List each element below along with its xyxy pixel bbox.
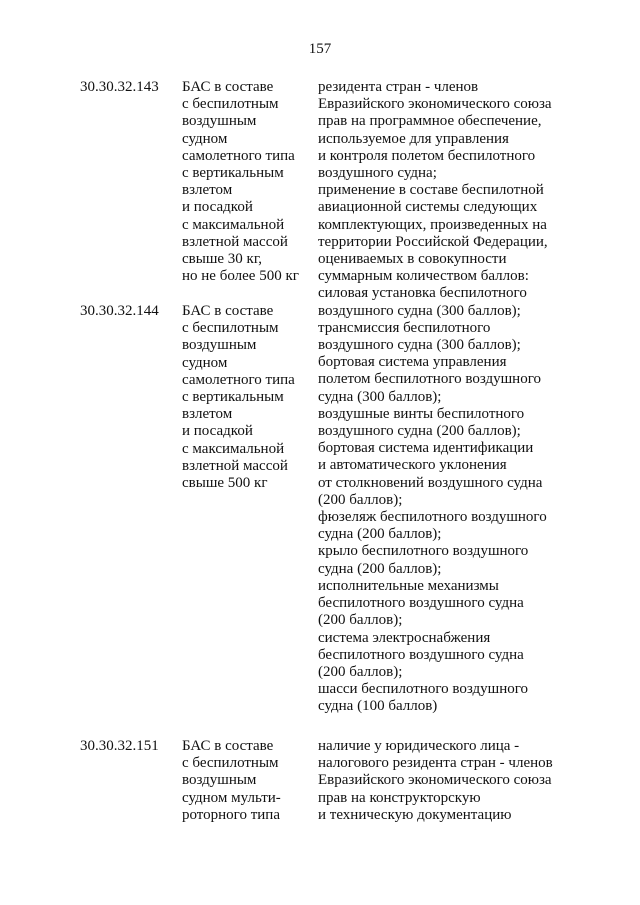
description-line: БАС в составе [182, 303, 274, 319]
description-line: с беспилотным [182, 755, 279, 772]
requirement-line: воздушные винты беспилотного [318, 405, 525, 422]
requirement-line: применение в составе беспилотной [318, 182, 544, 199]
description-line: и посадкой [182, 199, 253, 216]
requirement-line: фюзеляж беспилотного воздушного [318, 509, 547, 526]
requirements-text-151 [318, 738, 553, 824]
description-line: свыше 30 кг, [182, 251, 263, 268]
requirement-line: силовая установка беспилотного [318, 285, 527, 302]
requirement-line: суммарным количеством баллов: [318, 268, 529, 285]
description-line: взлетом [182, 182, 233, 199]
page-number: 157 [308, 41, 332, 57]
description-line: судном мульти- [182, 789, 281, 806]
requirement-line: прав на конструкторскую [318, 789, 481, 806]
requirement-line: налогового резидента стран - членов [318, 755, 553, 772]
description-line: и посадкой [182, 423, 253, 440]
okpd-code-144: 30.30.32.144 [80, 303, 159, 319]
okpd-code-143: 30.30.32.143 [80, 79, 159, 95]
okpd-code-151: 30.30.32.151 [80, 738, 159, 754]
requirements-text [318, 79, 552, 716]
requirement-line: полетом беспилотного воздушного [318, 371, 541, 388]
requirement-line: и контроля полетом беспилотного [318, 147, 536, 164]
requirement-line: воздушного судна (300 баллов); [318, 337, 521, 354]
requirement-line: судна (200 баллов); [318, 526, 442, 543]
description-line: роторного типа [182, 806, 280, 823]
requirement-line: оцениваемых в совокупности [318, 251, 507, 268]
description-line: с беспилотным [182, 96, 279, 113]
requirement-line: авиационной системы следующих [318, 199, 538, 216]
description-line: с беспилотным [182, 320, 279, 337]
requirement-line: воздушного судна (200 баллов); [318, 423, 521, 440]
requirement-line: судна (300 баллов); [318, 388, 442, 405]
requirement-line: воздушного судна; [318, 165, 437, 182]
description-line: БАС в составе [182, 79, 274, 95]
requirement-line: исполнительные механизмы [318, 577, 499, 594]
requirement-line: беспилотного воздушного судна [318, 646, 524, 663]
requirement-line: (200 баллов); [318, 491, 403, 508]
description-line: но не более 500 кг [182, 268, 299, 285]
requirement-line: судна (200 баллов); [318, 560, 442, 577]
description-line: с вертикальным [182, 389, 284, 406]
requirement-line: шасси беспилотного воздушного [318, 681, 528, 698]
description-line: самолетного типа [182, 147, 295, 164]
description-line: судном [182, 354, 228, 371]
description-line: судном [182, 130, 228, 147]
description-line: взлетом [182, 406, 233, 423]
requirement-line: наличие у юридического лица - [318, 738, 520, 754]
requirement-line: территории Российской Федерации, [318, 233, 548, 250]
requirement-line: бортовая система управления [318, 354, 507, 371]
product-description-144 [182, 303, 295, 492]
description-line: взлетной массой [182, 233, 288, 250]
requirement-line: воздушного судна (300 баллов); [318, 302, 521, 319]
requirement-line: используемое для управления [318, 130, 509, 147]
requirement-line: (200 баллов); [318, 612, 403, 629]
description-line: с вертикальным [182, 165, 284, 182]
description-line: с максимальной [182, 440, 285, 457]
description-line: свыше 500 кг [182, 475, 268, 492]
requirement-line: и техническую документацию [318, 806, 512, 823]
requirement-line: бортовая система идентификации [318, 440, 534, 457]
requirement-line: система электроснабжения [318, 629, 491, 646]
requirement-line: комплектующих, произведенных на [318, 216, 547, 233]
description-line: БАС в составе [182, 738, 274, 754]
description-line: с максимальной [182, 216, 285, 233]
requirement-line: трансмиссия беспилотного [318, 319, 491, 336]
requirement-line: беспилотного воздушного судна [318, 595, 524, 612]
requirement-line: и автоматического уклонения [318, 457, 507, 474]
requirement-line: от столкновений воздушного судна [318, 474, 543, 491]
requirement-line: резидента стран - членов [318, 79, 479, 95]
description-line: самолетного типа [182, 371, 295, 388]
description-line: воздушным [182, 113, 257, 130]
product-description-143 [182, 79, 299, 285]
requirement-line: судна (100 баллов) [318, 698, 438, 715]
product-description-151 [182, 738, 281, 824]
requirement-line: крыло беспилотного воздушного [318, 543, 529, 560]
requirement-line: Евразийского экономического союза [318, 96, 552, 113]
requirement-line: прав на программное обеспечение, [318, 113, 542, 130]
description-line: взлетной массой [182, 457, 288, 474]
description-line: воздушным [182, 337, 257, 354]
requirement-line: Евразийского экономического союза [318, 772, 552, 789]
description-line: воздушным [182, 772, 257, 789]
requirement-line: (200 баллов); [318, 663, 403, 680]
